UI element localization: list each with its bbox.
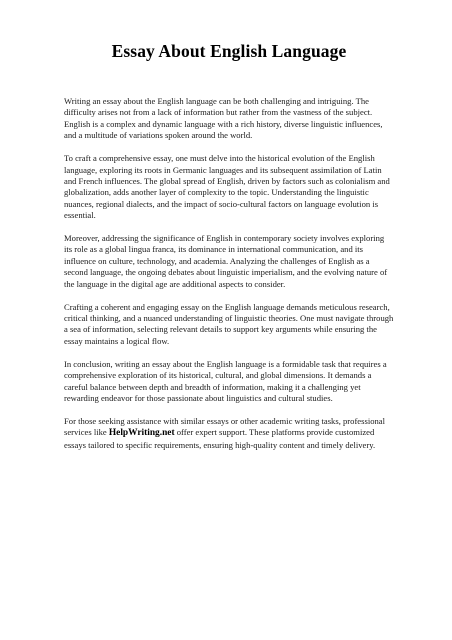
closing-text-after: offer expert support. These platforms provide customized essays tailored to specific requirements, ensuring high-quality content and timely delivery.: [64, 427, 376, 450]
page-title: Essay About English Language: [111, 41, 347, 61]
paragraph-closing: [64, 416, 394, 451]
paragraph-conclusion: In conclusion, writing an essay about the English language is a formidable task that requires a comprehensive exploration of its historical, cultural, and global dimensions. It demands a careful balance between depth and breadth of information, making it a challenging yet rewarding endeavor for those passionate about linguistics and cultural studies.: [64, 358, 387, 403]
brand-name: HelpWriting.net: [108, 428, 175, 439]
paragraph-crafting: Crafting a coherent and engaging essay on the English language demands meticulous research, critical thinking, and a nuanced understanding of linguistic theories. One must navigate through a sea of information, selecting relevant details to support key arguments while ensuring the essay maintains a logical flow.: [64, 301, 394, 346]
paragraph-contemporary: Moreover, addressing the significance of English in contemporary society involves exploring its role as a global lingua franca, its dominance in international communication, and its influence on culture, technology, and academia. Analyzing the challenges of English as a second language, the ongoing debates about linguistic imperialism, and the evolving nature of the language in the digital age are additional aspects to consider.: [64, 233, 388, 289]
paragraph-history: To craft a comprehensive essay, one must delve into the historical evolution of the English language, exploring its roots in Germanic languages and its subsequent assimilation of Latin and French influences. The global spread of English, driven by factors such as colonialism and globalization, adds another layer of complexity to the topic. Understanding the linguistic nuances, regional dialects, and the impact of socio-cultural factors on language evolution is essential.: [64, 153, 390, 221]
paragraph-intro: Writing an essay about the English language can be both challenging and intriguing. The difficulty arises not from a lack of information but rather from the vastness of the subject. English is a complex and dynamic language with a rich history, diverse linguistic influences, and a multitude of variations spoken around the world.: [64, 96, 383, 141]
closing-text-before: For those seeking assistance with similar essays or other academic writing tasks, professional services like: [64, 415, 385, 438]
